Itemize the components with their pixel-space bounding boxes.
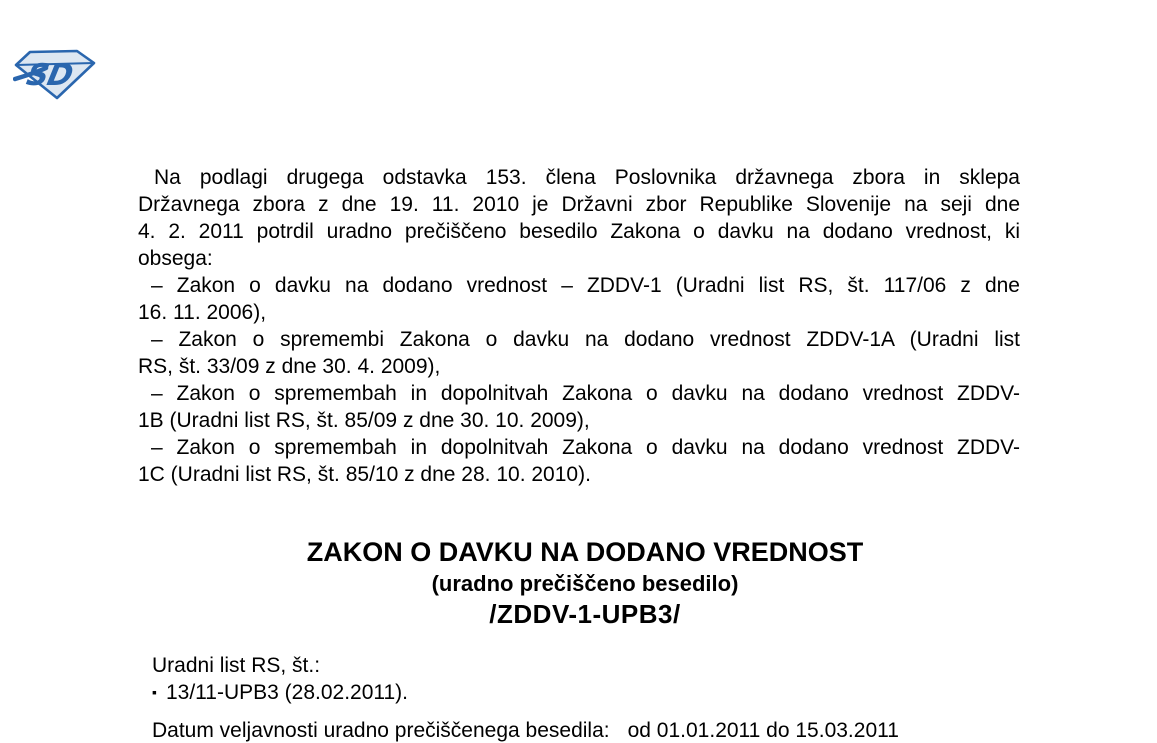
body-line: – Zakon o spremembah in dopolnitvah Zakona o davku na dodano vrednost ZDDV- xyxy=(151,436,1020,459)
body-line: 1C (Uradni list RS, št. 85/10 z dne 28. 10. 2010). xyxy=(138,463,591,486)
gazette-item: 13/11-UPB3 (28.02.2011). xyxy=(165,681,409,704)
sd-diamond-logo xyxy=(13,48,97,100)
body-line: Na podlagi drugega odstavka 153. člena Poslovnika državnega zbora in sklepa xyxy=(154,166,1020,189)
gazette-block xyxy=(152,652,408,706)
body-line: obsega: xyxy=(138,247,213,270)
body-line: – Zakon o davku na dodano vrednost – ZDDV-1 (Uradni list RS, št. 117/06 z dne xyxy=(151,274,1020,297)
validity-value: od 01.01.2011 do 15.03.2011 xyxy=(627,719,899,742)
document-title: ZAKON O DAVKU NA DODANO VREDNOST xyxy=(306,537,864,567)
square-bullet-icon: ▪ xyxy=(152,684,157,700)
logo-letters: SD xyxy=(23,58,76,93)
body-line: – Zakon o spremembi Zakona o davku na dodano vrednost ZDDV-1A (Uradni list xyxy=(151,328,1020,351)
document-code: /ZDDV-1-UPB3/ xyxy=(489,599,681,629)
body-text xyxy=(138,164,1020,488)
validity-label: Datum veljavnosti uradno prečiščenega besedila: xyxy=(152,719,610,742)
body-line: 4. 2. 2011 potrdil uradno prečiščeno besedilo Zakona o davku na dodano vrednost, ki xyxy=(138,220,1020,243)
body-line: 16. 11. 2006), xyxy=(138,301,267,324)
body-line: RS, št. 33/09 z dne 30. 4. 2009), xyxy=(138,355,441,378)
gazette-label: Uradni list RS, št.: xyxy=(152,654,321,677)
body-line: 1B (Uradni list RS, št. 85/09 z dne 30. 10. 2009), xyxy=(138,409,590,432)
body-line: – Zakon o spremembah in dopolnitvah Zakona o davku na dodano vrednost ZDDV- xyxy=(151,382,1020,405)
document-subtitle: (uradno prečiščeno besedilo) xyxy=(431,571,739,596)
body-line: Državnega zbora z dne 19. 11. 2010 je Državni zbor Republike Slovenije na seji dne xyxy=(138,193,1020,216)
validity-row xyxy=(152,717,899,743)
gazette-item-row xyxy=(152,679,408,706)
heading-block xyxy=(138,537,1032,630)
